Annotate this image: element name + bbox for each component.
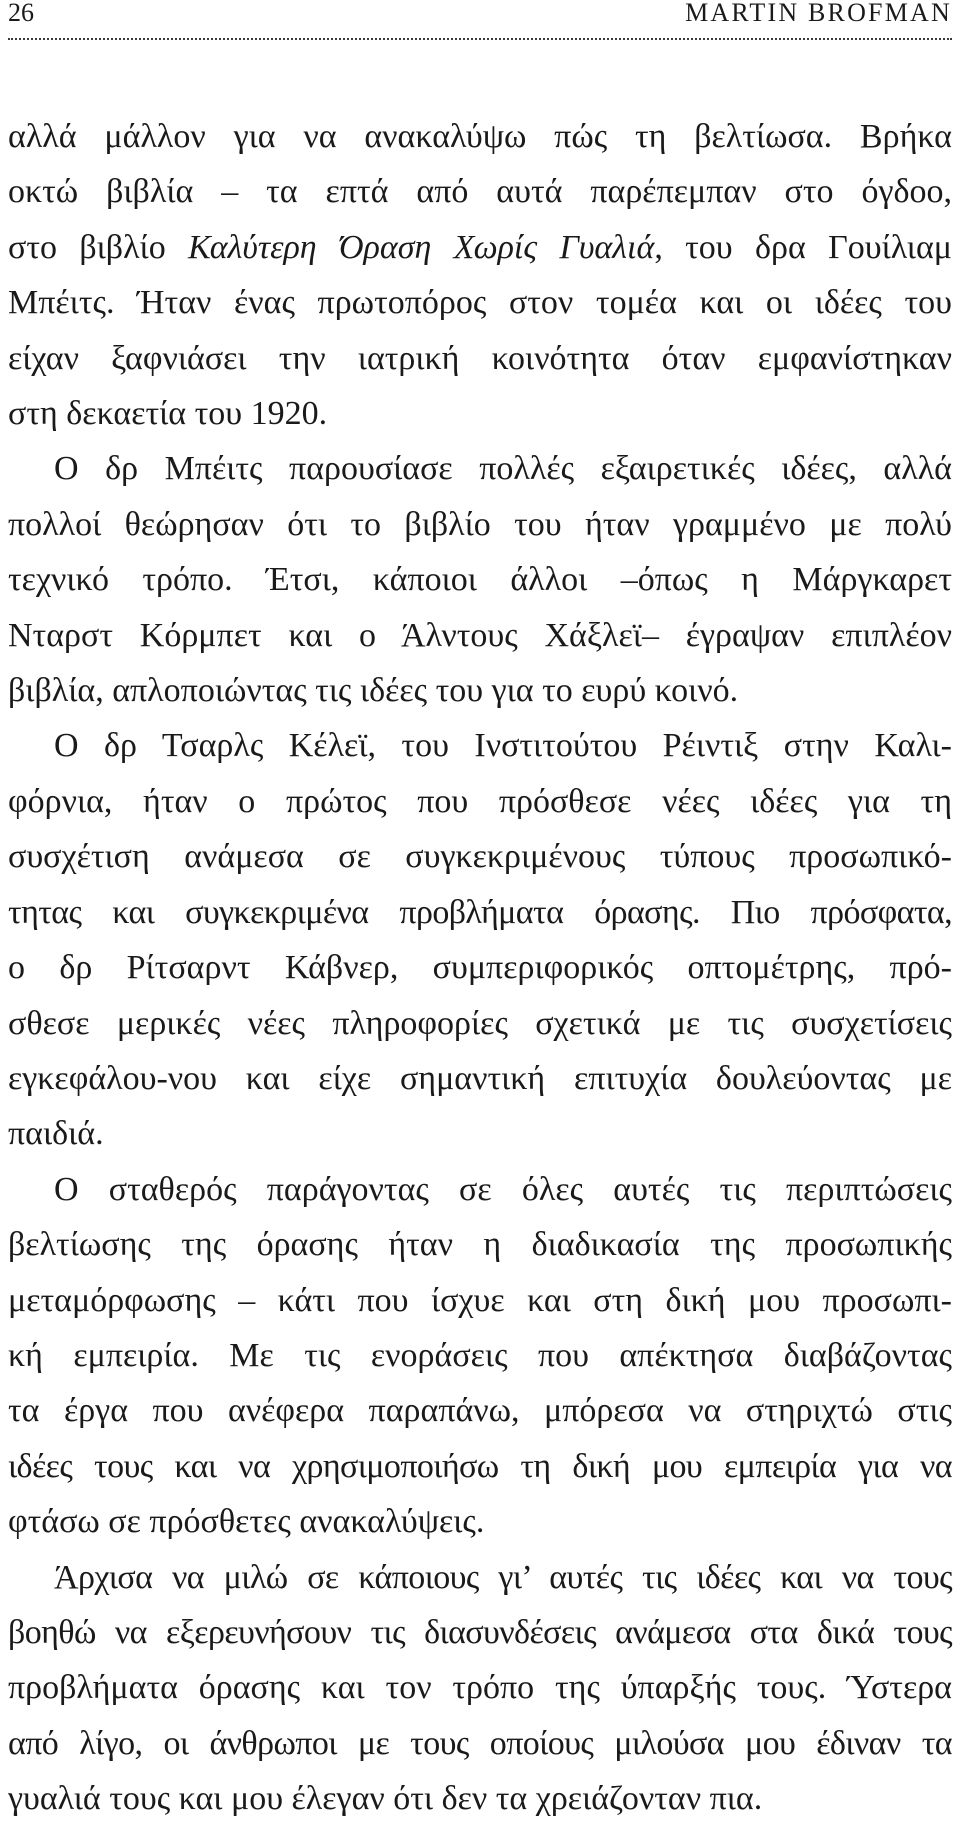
paragraph-3 [8,718,952,1161]
text-line: από λίγο, οι άνθρωποι με τους οποίους μιλούσα μου έδιναν τα [8,1724,952,1762]
text-line: Ο δρ Τσαρλς Κέλεϊ, του Ινστιτούτου Ρέιντιξ στην Καλι- [54,727,952,765]
text-line: τητας και συγκεκριμένα προβλήματα όρασης. Πιο πρόσφατα, [8,893,952,931]
text-line: είχαν ξαφνιάσει την ιατρική κοινότητα όταν εμφανίστηκαν [8,339,952,377]
paragraph-2 [8,441,952,718]
text-line: παιδιά. [8,1115,104,1153]
paragraph-5 [8,1550,952,1827]
text-line: φτάσω σε πρόσθετες ανακαλύψεις. [8,1503,485,1541]
text-line: βελτίωσης της όρασης ήταν η διαδικασία της προσωπικής [8,1226,952,1264]
text-run: στο βιβλίο [8,228,189,266]
text-line: φόρνια, ήταν ο πρώτος που πρόσθεσε νέες ιδέες για τη [8,782,952,820]
text-line: ιδέες τους και να χρησιμοποιήσω τη δική μου εμπειρία για να [8,1447,952,1485]
text-line: μεταμόρφωσης – κάτι που ίσχυε και στη δική μου προσωπι- [8,1281,952,1319]
page-number: 26 [8,0,34,27]
text-line: οκτώ βιβλία – τα επτά από αυτά παρέπεμπαν στο όγδοο, [8,173,952,211]
text-line: σθεσε μερικές νέες πληροφορίες σχετικά με τις συσχετίσεις [8,1004,952,1042]
text-line: τεχνικό τρόπο. Έτσι, κάποιοι άλλοι –όπως η Μάργκαρετ [8,561,952,599]
text-line: συσχέτιση ανάμεσα σε συγκεκριμένους τύπους προσωπικό- [8,838,952,876]
text-line: τα έργα που ανέφερα παραπάνω, μπόρεσα να στηριχτώ στις [8,1392,952,1430]
text-run: , του δρα Γουίλιαμ [654,228,952,266]
text-line: βιβλία, απλοποιώντας τις ιδέες του για το ευρύ κοινό. [8,672,739,710]
text-line [8,220,952,275]
body-text [8,109,952,1827]
paragraph-1 [8,109,952,441]
text-line: Ο σταθερός παράγοντας σε όλες αυτές τις περιπτώσεις [54,1170,952,1208]
text-line: προβλήματα όρασης και τον τρόπο της ύπαρξής τους. Ύστερα [8,1669,952,1707]
text-line: Άρχισα να μιλώ σε κάποιους γι’ αυτές τις ιδέες και να τους [54,1558,952,1596]
text-line: βοηθώ να εξερευνήσουν τις διασυνδέσεις ανάμεσα στα δικά τους [8,1613,952,1651]
text-line: Ο δρ Μπέιτς παρουσίασε πολλές εξαιρετικές ιδέες, αλλά [54,450,952,488]
text-line: Μπέιτς. Ήταν ένας πρωτοπόρος στον τομέα και οι ιδέες του [8,284,952,322]
paragraph-4 [8,1162,952,1550]
text-line: γυαλιά τους και μου έλεγαν ότι δεν τα χρειάζονταν πια. [8,1780,763,1818]
book-title: Καλύτερη Όραση Χωρίς Γυαλιά [188,228,655,266]
running-header [8,0,952,40]
text-line: Νταρστ Κόρμπετ και ο Άλντους Χάξλεϊ– έγραψαν επιπλέον [8,616,952,654]
text-line: αλλά μάλλον για να ανακαλύψω πώς τη βελτίωσα. Βρήκα [8,118,952,155]
text-line: πολλοί θεώρησαν ότι το βιβλίο του ήταν γραμμένο με πολύ [8,505,952,543]
text-line: στη δεκαετία του 1920. [8,395,328,433]
text-line: ο δρ Ρίτσαρντ Κάβνερ, συμπεριφορικός οπτομέτρης, πρό- [8,949,952,987]
author-name: MARTIN BROFMAN [685,0,952,27]
text-line: κή εμπειρία. Με τις ενοράσεις που απέκτησα διαβάζοντας [8,1336,952,1374]
text-line: εγκεφάλου-νου και είχε σημαντική επιτυχία δουλεύοντας με [8,1059,952,1097]
